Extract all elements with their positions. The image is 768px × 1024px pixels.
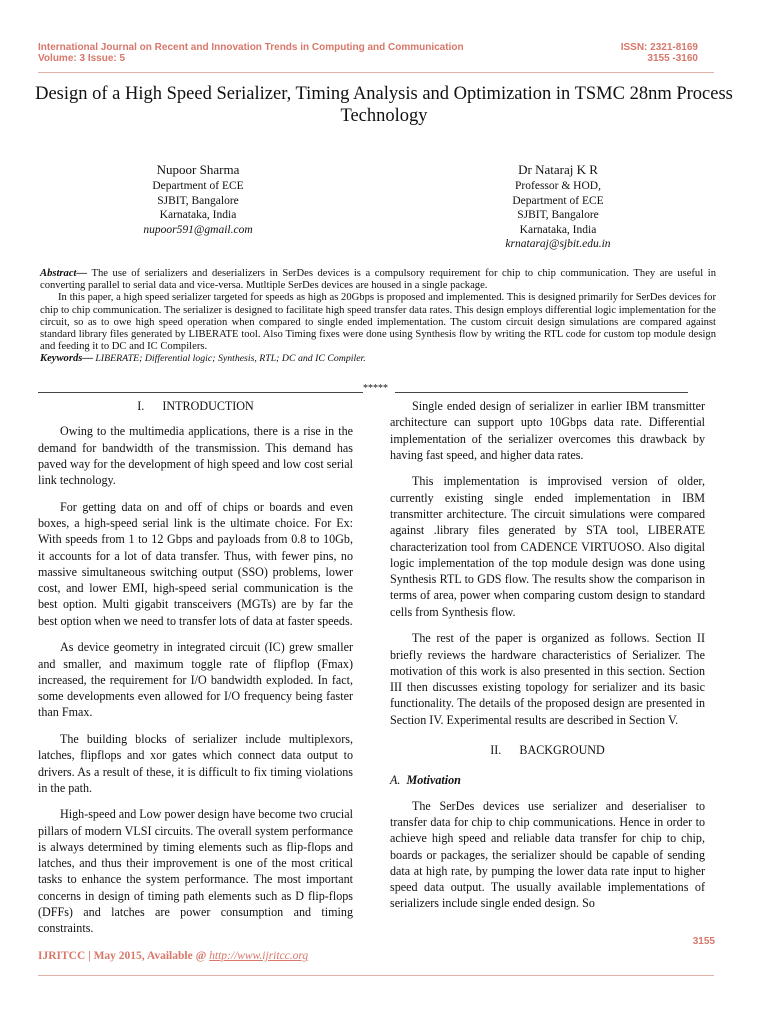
section-heading: I. INTRODUCTION <box>137 399 254 413</box>
author-1-affiliation: Karnataka, India <box>159 209 237 221</box>
body-paragraph: As device geometry in integrated circuit (IC) grew smaller and smaller, and maximum toggle rate of flipflop (Fmax) increased, the requirement for I/O bandwidth exploded. In fact, some developments even allowed for I/O frequency being faster than Fmax. <box>38 640 353 720</box>
body-paragraph: Single ended design of serializer in earlier IBM transmitter architecture can support upto 10Gbps data rate. Differential implementation of the serializer overcomes this drawback by having fast speed, and higher data rates. <box>390 399 705 462</box>
journal-name: International Journal on Recent and Innovation Trends in Computing and Communication <box>38 42 464 53</box>
author-1-affiliation: Department of ECE <box>152 180 244 192</box>
author-2 <box>448 162 668 252</box>
footer <box>38 950 308 962</box>
page-number: 3155 <box>692 936 715 947</box>
footer-link[interactable]: http://www.ijritcc.org <box>209 950 309 962</box>
footer-rule <box>38 975 714 976</box>
abstract-label: Abstract— <box>40 268 88 279</box>
keywords-label: Keywords— <box>40 353 93 365</box>
body-paragraph: The building blocks of serializer include multiplexors, latches, flipflops and xor gates which connect data output to drivers. As a result of these, it is difficult to fix timing violations in the path. <box>38 731 353 795</box>
left-column <box>38 398 353 947</box>
subsection-title: Motivation <box>406 773 461 788</box>
divider-stars: ***** <box>363 383 388 394</box>
author-2-affiliation: Karnataka, India <box>519 223 597 236</box>
divider-line <box>395 392 688 393</box>
author-1-email[interactable]: nupoor591@gmail.com <box>143 223 253 236</box>
body-paragraph: Owing to the multimedia applications, there is a rise in the demand for bandwidth of the transmission. This demand has paved way for the development of high speed and low cost serial link technology. <box>38 424 353 488</box>
body-paragraph: The SerDes devices use serializer and deserialiser to transfer data for chip to chip communications. Hence in order to achieve high speed and reliable data transfer for chip to chip, boards or packages, the serializer should be capable of sending data at high rate, by pumping the lower data rate input to higher speed data output. The usually available implementations of serializers include single ended design. So <box>390 798 705 911</box>
author-2-affiliation: Professor & HOD, <box>515 180 601 192</box>
abstract-paragraph: In this paper, a high speed serializer targeted for speeds as high as 20Gbps is proposed and implemented. This is designed primarily for SerDes devices for chip to chip communication. The serializer is designed to facilitate high speed transfer data rates. This design employs differential logic implementation for the circuit, so as to owe high speed operation when compared to single ended implementation. The custom circuit design simulations are compared against standard library files generated by LIBERATE tool. Also Timing fixes were done using Synthesis flow by writing the RTL code for custom top module design and feeding it to DC and IC Compilers. <box>40 292 716 353</box>
subsection-heading <box>390 772 705 788</box>
author-1-name: Nupoor Sharma <box>156 162 240 177</box>
subsection-number: A. <box>390 773 401 788</box>
author-2-name: Dr Nataraj K R <box>518 162 598 177</box>
body-paragraph: This implementation is improvised version of older, currently existing single ended implementation in IBM transmitter architecture. The circuit simulations were compared against .library files generated by STA tool, LIBERATE characterization tool from CADENCE VIRTUOSO. Also digital logic implementation of the top module design was done using Synthesis RTL to GDS flow. The results show the comparison in terms of area, power when comparing custom design to standard cells from Synthesis flow. <box>390 474 705 619</box>
body-paragraph: For getting data on and off of chips or boards and even boxes, a high-speed serial link is the ultimate choice. For Ex: With speeds from 1 to 12 Gbps and payloads from 0.8 to 10Gb, it accounts for a lot of data transfer. Thus, with fewer pins, no massive simultaneous switching output (SSO) problems, lower cost, and lower EMI, high-speed serial communication is the best option. Multi gigabit transceivers (MGTs) are by far the best option when we need to transfer lots of data at faster speeds. <box>38 499 353 628</box>
author-2-affiliation: SJBIT, Bangalore <box>517 209 599 221</box>
abstract <box>40 268 716 366</box>
paper-title: Design of a High Speed Serializer, Timing Analysis and Optimization in TSMC 28nm Process Technology <box>35 84 733 126</box>
body-paragraph: High-speed and Low power design have become two crucial pillars of modern VLSI circuits. The overall system performance is always determined by timing elements such as flip-flops and latches, and thus their improvement is one of the most critical tasks to enhance the system performance. The most important concerns in design of timing path elements such as D flip-flops (DFFs) and latches are power consumption and timing constraints. <box>38 807 353 936</box>
page-range: 3155 -3160 <box>647 53 698 64</box>
abstract-paragraph: The use of serializers and deserializers in SerDes devices is a compulsory requirement for chip to chip communication. They are useful in converting parallel to serial data and vice-versa. Mutltiple SerDes devices are housed in a single package. <box>40 268 716 292</box>
volume-issue: Volume: 3 Issue: 5 <box>38 53 126 64</box>
issn: ISSN: 2321-8169 <box>620 42 698 53</box>
footer-text: IJRITCC | May 2015, Available @ <box>38 950 210 962</box>
author-1-affiliation: SJBIT, Bangalore <box>157 194 239 207</box>
keywords: LIBERATE; Differential logic; Synthesis, RTL; DC and IC Compiler. <box>92 353 366 365</box>
author-2-email[interactable]: krnataraj@sjbit.edu.in <box>505 238 611 250</box>
author-2-affiliation: Department of ECE <box>512 194 604 207</box>
divider-line <box>38 392 363 393</box>
body-paragraph: The rest of the paper is organized as follows. Section II briefly reviews the hardware characteristics of Serializer. The motivation of this work is also presented in this section. Section III then discusses existing topology for serializer and its basic functionality. The details of the proposed design are presented in Section IV. Experimental results are described in Section V. <box>390 631 705 727</box>
section-heading: II. BACKGROUND <box>490 743 605 758</box>
right-column <box>390 398 705 922</box>
header-rule <box>38 72 714 73</box>
author-1 <box>88 162 308 237</box>
